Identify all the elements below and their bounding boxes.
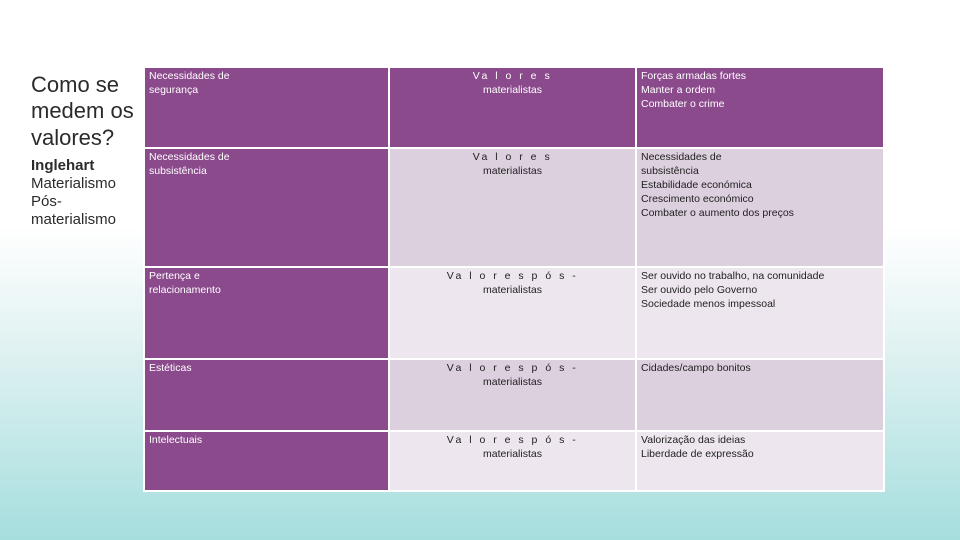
value-cell [389, 67, 636, 148]
value-cell [389, 267, 636, 359]
need-cell: Estéticas [144, 359, 389, 431]
value-prefix: Va l o r e s [472, 70, 553, 82]
value-prefix: Va l o r e s p ó s - [446, 270, 579, 282]
value-word: materialistas [483, 448, 542, 460]
value-cell [389, 148, 636, 267]
examples-cell: Cidades/campo bonitos [636, 359, 884, 431]
examples-cell: Ser ouvido no trabalho, na comunidade Ser ouvido pelo Governo Sociedade menos impessoal [636, 267, 884, 359]
need-cell: Necessidades de segurança [144, 67, 389, 148]
value-word: materialistas [483, 284, 542, 296]
author-label: Inglehart [31, 157, 95, 175]
sidebar-text [31, 72, 141, 229]
table-row [144, 359, 884, 431]
need-cell: Intelectuais [144, 431, 389, 491]
value-cell [389, 359, 636, 431]
value-word: materialistas [483, 165, 542, 177]
table-row [144, 67, 884, 148]
value-cell [389, 431, 636, 491]
table-row [144, 148, 884, 267]
need-cell: Necessidades de subsistência [144, 148, 389, 267]
materialism-label: Materialismo [31, 175, 117, 193]
table-row [144, 431, 884, 491]
value-word: materialistas [483, 84, 542, 96]
postmaterialism-label: Pós-materialismo [31, 193, 117, 229]
need-cell: Pertença e relacionamento [144, 267, 389, 359]
values-table [143, 66, 885, 492]
value-prefix: Va l o r e s p ó s - [446, 362, 579, 374]
table-row [144, 267, 884, 359]
examples-cell: Valorização das ideias Liberdade de expressão [636, 431, 884, 491]
slide-title: Como se medem os valores? [31, 72, 134, 150]
value-prefix: Va l o r e s p ó s - [446, 434, 579, 446]
examples-cell: Necessidades de subsistência Estabilidade económica Crescimento económico Combater o aumento dos preços [636, 148, 884, 267]
value-prefix: Va l o r e s [472, 151, 553, 163]
value-word: materialistas [483, 376, 542, 388]
examples-cell: Forças armadas fortes Manter a ordem Combater o crime [636, 67, 884, 148]
